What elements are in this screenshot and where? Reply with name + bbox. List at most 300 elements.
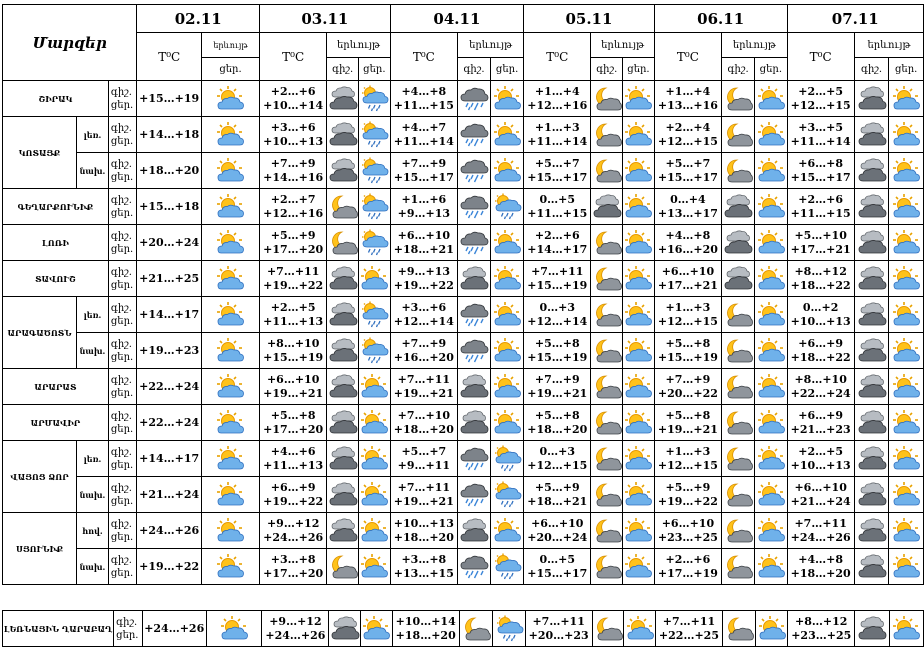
night-temp: +6…+10 bbox=[794, 480, 847, 494]
regions-title: Մարզեր bbox=[3, 5, 137, 81]
day-temp: +17…+21 bbox=[657, 278, 718, 292]
day-temp: +19…+21 bbox=[263, 386, 324, 400]
day-temp: +11…+15 bbox=[393, 98, 454, 112]
dark-cloud-icon bbox=[457, 513, 490, 549]
night-temp: +9…+13 bbox=[397, 264, 451, 278]
night-temp: +5…+8 bbox=[270, 408, 316, 422]
phenomenon-header: երևույթ bbox=[327, 33, 390, 58]
sun-cloud-icon bbox=[359, 261, 391, 297]
dark-cloud-icon bbox=[327, 441, 359, 477]
temp-unit-header: T⁰C bbox=[390, 33, 457, 81]
region-name: ԱՐԱԳԱԾՈՏՆ bbox=[3, 297, 77, 369]
sun-rain-icon bbox=[491, 189, 524, 225]
night-header: գիշ. bbox=[327, 58, 359, 81]
region-name: ՍՅՈՒՆԻՔ bbox=[3, 513, 77, 585]
temp-range bbox=[525, 611, 592, 647]
temp-range bbox=[137, 153, 202, 189]
night-temp: +8…+10 bbox=[794, 372, 847, 386]
temp-range bbox=[787, 117, 854, 153]
day-label: ցեր. bbox=[110, 351, 134, 363]
day-temp: +17…+20 bbox=[263, 422, 324, 436]
sun-cloud-icon bbox=[889, 477, 924, 513]
temp-range bbox=[787, 153, 854, 189]
day-temp: +18…+21 bbox=[527, 494, 588, 508]
day-temp: +22…+25 bbox=[658, 628, 719, 642]
region-name: ՏԱՎՈՒՇ bbox=[3, 261, 109, 297]
sun-cloud-icon bbox=[623, 81, 655, 117]
day-temp: +20…+23 bbox=[528, 628, 589, 642]
day-header: ցեր. bbox=[201, 58, 259, 81]
night-header: գիշ. bbox=[457, 58, 490, 81]
sun-cloud-icon bbox=[623, 117, 655, 153]
region-name: ՎԱՅՈՑ ՁՈՐ bbox=[3, 441, 77, 513]
day-temp: +12…+15 bbox=[657, 134, 718, 148]
sun-cloud-icon bbox=[889, 117, 924, 153]
temp-range bbox=[260, 81, 327, 117]
sun-cloud-icon bbox=[201, 369, 259, 405]
dark-cloud-icon bbox=[722, 261, 755, 297]
sun-cloud-icon bbox=[755, 549, 787, 585]
day-label: ցեր. bbox=[110, 99, 134, 111]
night-label: գիշ. bbox=[110, 518, 132, 530]
region-row bbox=[3, 369, 924, 405]
night-temp: +1…+6 bbox=[401, 192, 447, 206]
night-label: գիշ. bbox=[110, 158, 132, 170]
region-row bbox=[3, 477, 924, 513]
night-temp: +4…+6 bbox=[270, 444, 316, 458]
temp-unit-header: T⁰C bbox=[787, 33, 854, 81]
night-label: գիշ. bbox=[110, 122, 132, 134]
moon-cloud-icon bbox=[327, 189, 359, 225]
night-temp: +7…+11 bbox=[397, 372, 451, 386]
night-temp: +2…+5 bbox=[798, 84, 844, 98]
temp-range bbox=[137, 225, 202, 261]
night-temp: +5…+8 bbox=[665, 408, 711, 422]
rain-cloud-icon bbox=[457, 81, 490, 117]
temp-range bbox=[142, 611, 206, 647]
day-temp: +15…+17 bbox=[790, 170, 851, 184]
day-temp: +11…+15 bbox=[527, 206, 588, 220]
sun-cloud-icon bbox=[755, 117, 787, 153]
night-temp: 0…+4 bbox=[670, 192, 706, 206]
night-day-labels bbox=[108, 81, 137, 117]
moon-cloud-icon bbox=[591, 369, 623, 405]
sun-rain-icon bbox=[359, 225, 391, 261]
day-label: ցեր. bbox=[110, 423, 134, 435]
temp-range bbox=[390, 405, 457, 441]
day-label: ցեր. bbox=[110, 459, 134, 471]
region-row bbox=[3, 405, 924, 441]
night-temp: +6…+10 bbox=[661, 516, 715, 530]
day-temp: +19…+21 bbox=[393, 386, 454, 400]
sun-rain-icon bbox=[359, 297, 391, 333]
rain-cloud-icon bbox=[457, 477, 490, 513]
day-temp: +17…+21 bbox=[790, 242, 851, 256]
temp-range bbox=[654, 117, 721, 153]
sun-cloud-icon bbox=[359, 441, 391, 477]
day-temp: +19…+22 bbox=[263, 494, 324, 508]
day-temp: +20…+24 bbox=[139, 235, 200, 249]
dark-cloud-icon bbox=[327, 369, 359, 405]
night-temp: +5…+7 bbox=[665, 156, 711, 170]
night-temp: +3…+6 bbox=[270, 120, 316, 134]
night-temp: +7…+11 bbox=[662, 614, 716, 628]
day-header: ցեր. bbox=[755, 58, 787, 81]
night-temp: 0…+5 bbox=[539, 552, 576, 566]
night-day-labels bbox=[108, 297, 137, 333]
temp-range bbox=[137, 81, 202, 117]
day-temp: +17…+20 bbox=[263, 242, 324, 256]
temp-range bbox=[260, 441, 327, 477]
dark-cloud-icon bbox=[457, 405, 490, 441]
temp-range bbox=[787, 297, 854, 333]
region-row bbox=[3, 189, 924, 225]
sun-cloud-icon bbox=[201, 225, 259, 261]
day-temp: +21…+24 bbox=[139, 487, 200, 501]
night-temp: +5…+9 bbox=[665, 480, 711, 494]
day-label: ցեր. bbox=[110, 531, 134, 543]
day-temp: +11…+14 bbox=[527, 134, 588, 148]
day-temp: +18…+20 bbox=[395, 628, 456, 642]
temp-range bbox=[260, 513, 327, 549]
night-temp: +5…+10 bbox=[794, 228, 847, 242]
date-header: 04.11 bbox=[390, 5, 523, 33]
night-temp: +2…+4 bbox=[665, 120, 711, 134]
temp-range bbox=[654, 333, 721, 369]
sun-cloud-icon bbox=[201, 261, 259, 297]
night-temp: +10…+14 bbox=[395, 614, 456, 628]
day-temp: +22…+24 bbox=[790, 386, 851, 400]
region-row bbox=[3, 333, 924, 369]
night-temp: +4…+8 bbox=[401, 84, 447, 98]
day-temp: +12…+15 bbox=[527, 458, 588, 472]
day-temp: +12…+14 bbox=[393, 314, 454, 328]
day-temp: +15…+17 bbox=[657, 170, 718, 184]
day-label: ցեր. bbox=[110, 567, 134, 579]
night-temp: +2…+6 bbox=[534, 228, 580, 242]
rain-cloud-icon bbox=[457, 441, 490, 477]
moon-cloud-icon bbox=[591, 405, 623, 441]
region-name: ԱՐՄԱՎԻՐ bbox=[3, 405, 109, 441]
day-temp: +24…+26 bbox=[790, 530, 851, 544]
temp-range bbox=[262, 611, 329, 647]
temp-range bbox=[787, 405, 854, 441]
day-temp: +9…+11 bbox=[397, 458, 451, 472]
region-name: ԿՈՏԱՅՔ bbox=[3, 117, 77, 189]
temp-range bbox=[260, 297, 327, 333]
moon-cloud-icon bbox=[722, 333, 755, 369]
sun-rain-icon bbox=[359, 117, 391, 153]
day-label: ցեր. bbox=[110, 315, 134, 327]
sun-cloud-icon bbox=[623, 153, 655, 189]
night-temp: +8…+12 bbox=[795, 614, 848, 628]
day-label: ցեր. bbox=[110, 279, 134, 291]
region-name: ԼՈՌԻ bbox=[3, 225, 109, 261]
day-temp: +12…+16 bbox=[527, 98, 588, 112]
day-temp: +11…+15 bbox=[790, 206, 851, 220]
night-temp: +4…+7 bbox=[401, 120, 447, 134]
zone-label: նախ. bbox=[77, 477, 109, 513]
day-temp: +18…+20 bbox=[527, 422, 588, 436]
sun-cloud-icon bbox=[491, 369, 524, 405]
night-temp: +5…+7 bbox=[534, 156, 580, 170]
night-temp: +2…+6 bbox=[798, 192, 844, 206]
night-temp: +6…+8 bbox=[798, 156, 844, 170]
day-label: ցեր. bbox=[116, 629, 139, 641]
sun-cloud-icon bbox=[359, 369, 391, 405]
day-temp: +19…+21 bbox=[527, 386, 588, 400]
day-temp: +13…+15 bbox=[393, 566, 454, 580]
dark-cloud-icon bbox=[854, 549, 888, 585]
temp-range bbox=[524, 117, 591, 153]
dark-cloud-icon bbox=[591, 189, 623, 225]
night-label: գիշ. bbox=[110, 374, 132, 386]
moon-cloud-icon bbox=[722, 549, 755, 585]
temp-range bbox=[392, 611, 459, 647]
day-temp: +15…+19 bbox=[657, 350, 718, 364]
dark-cloud-icon bbox=[327, 81, 359, 117]
day-temp: +13…+16 bbox=[657, 98, 718, 112]
region-row bbox=[3, 261, 924, 297]
sun-cloud-icon bbox=[623, 297, 655, 333]
night-day-labels bbox=[108, 261, 137, 297]
sun-cloud-icon bbox=[359, 477, 391, 513]
temp-range bbox=[654, 225, 721, 261]
rain-cloud-icon bbox=[457, 189, 490, 225]
temp-range bbox=[787, 477, 854, 513]
day-temp: +13…+17 bbox=[657, 206, 718, 220]
region-row bbox=[3, 611, 924, 647]
forecast-table bbox=[2, 4, 924, 585]
temp-range bbox=[390, 297, 457, 333]
temp-range bbox=[787, 81, 854, 117]
night-header: գիշ. bbox=[854, 58, 888, 81]
moon-cloud-icon bbox=[722, 611, 755, 647]
night-temp: +7…+11 bbox=[794, 516, 847, 530]
day-temp: +12…+16 bbox=[263, 206, 324, 220]
sun-cloud-icon bbox=[623, 261, 655, 297]
night-temp: +2…+5 bbox=[798, 444, 844, 458]
temp-range bbox=[655, 611, 722, 647]
temp-range bbox=[137, 405, 202, 441]
region-row bbox=[3, 549, 924, 585]
night-label: գիշ. bbox=[116, 616, 138, 628]
temp-range bbox=[787, 549, 854, 585]
night-day-labels bbox=[108, 225, 137, 261]
temp-range bbox=[390, 333, 457, 369]
temp-range bbox=[137, 477, 202, 513]
day-temp: +19…+22 bbox=[263, 278, 324, 292]
temp-range bbox=[524, 477, 591, 513]
night-temp: +5…+8 bbox=[534, 408, 580, 422]
phenomenon-header: երևույթ bbox=[457, 33, 523, 58]
temp-range bbox=[260, 117, 327, 153]
dark-cloud-icon bbox=[854, 225, 888, 261]
day-temp: +14…+18 bbox=[139, 127, 200, 141]
temp-range bbox=[654, 549, 721, 585]
moon-cloud-icon bbox=[722, 441, 755, 477]
temp-range bbox=[787, 441, 854, 477]
sun-cloud-icon bbox=[201, 549, 259, 585]
sun-cloud-icon bbox=[755, 225, 787, 261]
sun-cloud-icon bbox=[623, 513, 655, 549]
day-temp: +22…+24 bbox=[139, 379, 200, 393]
forecast-table-extra bbox=[2, 610, 924, 647]
day-temp: +15…+19 bbox=[527, 278, 588, 292]
night-day-labels bbox=[114, 611, 142, 647]
night-temp: +6…+10 bbox=[531, 516, 584, 530]
day-temp: +15…+19 bbox=[263, 350, 324, 364]
sun-cloud-icon bbox=[206, 611, 262, 647]
night-temp: +1…+3 bbox=[534, 120, 580, 134]
sun-cloud-icon bbox=[624, 611, 656, 647]
temp-range bbox=[788, 611, 855, 647]
night-temp: +6…+9 bbox=[270, 480, 316, 494]
temp-range bbox=[524, 189, 591, 225]
day-temp: +19…+22 bbox=[657, 494, 718, 508]
rain-cloud-icon bbox=[457, 153, 490, 189]
moon-cloud-icon bbox=[591, 117, 623, 153]
sun-cloud-icon bbox=[889, 549, 924, 585]
dark-cloud-icon bbox=[854, 405, 888, 441]
day-temp: +11…+13 bbox=[263, 458, 324, 472]
night-temp: +4…+8 bbox=[665, 228, 711, 242]
day-temp: +23…+25 bbox=[791, 628, 852, 642]
day-temp: +16…+20 bbox=[657, 242, 718, 256]
dark-cloud-icon bbox=[854, 117, 888, 153]
sun-cloud-icon bbox=[201, 81, 259, 117]
phenomenon-header: երևույթ bbox=[201, 33, 259, 58]
dark-cloud-icon bbox=[854, 189, 888, 225]
moon-cloud-icon bbox=[327, 549, 359, 585]
moon-cloud-icon bbox=[591, 297, 623, 333]
day-temp: +20…+22 bbox=[657, 386, 718, 400]
day-temp: +9…+13 bbox=[397, 206, 451, 220]
night-temp: +1…+3 bbox=[665, 300, 711, 314]
sun-cloud-icon bbox=[889, 441, 924, 477]
temp-unit-header: T⁰C bbox=[137, 33, 202, 81]
day-header: ցեր. bbox=[359, 58, 391, 81]
sun-cloud-icon bbox=[623, 189, 655, 225]
region-row bbox=[3, 81, 924, 117]
moon-cloud-icon bbox=[722, 297, 755, 333]
moon-cloud-icon bbox=[591, 333, 623, 369]
temp-range bbox=[390, 117, 457, 153]
dark-cloud-icon bbox=[327, 405, 359, 441]
day-temp: +15…+17 bbox=[527, 170, 588, 184]
temp-range bbox=[524, 405, 591, 441]
region-row bbox=[3, 513, 924, 549]
sun-cloud-icon bbox=[755, 153, 787, 189]
sun-rain-icon bbox=[491, 477, 524, 513]
night-temp: +3…+6 bbox=[401, 300, 447, 314]
sun-cloud-icon bbox=[491, 261, 524, 297]
dark-cloud-icon bbox=[854, 81, 888, 117]
temp-range bbox=[654, 81, 721, 117]
sun-cloud-icon bbox=[755, 297, 787, 333]
day-temp: +18…+20 bbox=[790, 566, 851, 580]
night-temp: +7…+9 bbox=[401, 156, 447, 170]
day-temp: +12…+15 bbox=[657, 458, 718, 472]
day-label: ցեր. bbox=[110, 207, 134, 219]
night-temp: +5…+9 bbox=[534, 480, 580, 494]
moon-cloud-icon bbox=[591, 549, 623, 585]
temp-unit-header: T⁰C bbox=[524, 33, 591, 81]
night-temp: 0…+3 bbox=[539, 300, 576, 314]
day-temp: +18…+22 bbox=[790, 350, 851, 364]
night-label: գիշ. bbox=[110, 230, 132, 242]
sun-cloud-icon bbox=[623, 369, 655, 405]
day-temp: +23…+25 bbox=[657, 530, 718, 544]
day-header: ցեր. bbox=[889, 58, 924, 81]
night-temp: +1…+4 bbox=[665, 84, 711, 98]
day-temp: +18…+22 bbox=[790, 278, 851, 292]
region-row bbox=[3, 153, 924, 189]
date-header: 03.11 bbox=[260, 5, 391, 33]
sun-cloud-icon bbox=[491, 333, 524, 369]
sun-cloud-icon bbox=[889, 81, 924, 117]
day-temp: +16…+20 bbox=[393, 350, 454, 364]
moon-cloud-icon bbox=[591, 81, 623, 117]
sun-rain-icon bbox=[359, 189, 391, 225]
temp-range bbox=[390, 189, 457, 225]
night-day-labels bbox=[108, 477, 137, 513]
temp-range bbox=[390, 81, 457, 117]
phenomenon-header: երևույթ bbox=[722, 33, 787, 58]
zone-label: լեռ. bbox=[77, 297, 109, 333]
zone-label: նախ. bbox=[77, 153, 109, 189]
moon-cloud-icon bbox=[722, 81, 755, 117]
date-header: 02.11 bbox=[137, 5, 260, 33]
rain-cloud-icon bbox=[457, 225, 490, 261]
temp-range bbox=[390, 369, 457, 405]
day-temp: +12…+14 bbox=[527, 314, 588, 328]
sun-cloud-icon bbox=[201, 441, 259, 477]
temp-range bbox=[260, 261, 327, 297]
region-name: ԳԵՂԱՐՔՈՒՆԻՔ bbox=[3, 189, 109, 225]
night-day-labels bbox=[108, 513, 137, 549]
sun-cloud-icon bbox=[889, 153, 924, 189]
night-temp: +6…+10 bbox=[266, 372, 320, 386]
date-header-row bbox=[3, 5, 924, 33]
sun-cloud-icon bbox=[201, 153, 259, 189]
temp-range bbox=[787, 225, 854, 261]
sun-cloud-icon bbox=[201, 513, 259, 549]
day-temp: +24…+26 bbox=[265, 628, 326, 642]
night-label: գիշ. bbox=[110, 194, 132, 206]
day-temp: +19…+22 bbox=[139, 559, 200, 573]
temp-range bbox=[524, 297, 591, 333]
night-label: գիշ. bbox=[110, 446, 132, 458]
temp-range bbox=[260, 405, 327, 441]
day-label: ցեր. bbox=[110, 135, 134, 147]
dark-cloud-icon bbox=[327, 513, 359, 549]
sun-cloud-icon bbox=[623, 477, 655, 513]
dark-cloud-icon bbox=[854, 477, 888, 513]
sun-cloud-icon bbox=[201, 297, 259, 333]
temp-range bbox=[137, 333, 202, 369]
moon-cloud-icon bbox=[591, 477, 623, 513]
sun-cloud-icon bbox=[361, 611, 393, 647]
night-day-labels bbox=[108, 369, 137, 405]
temp-range bbox=[524, 549, 591, 585]
night-temp: +3…+8 bbox=[270, 552, 316, 566]
dark-cloud-icon bbox=[457, 261, 490, 297]
temp-range bbox=[390, 441, 457, 477]
sun-cloud-icon bbox=[201, 405, 259, 441]
temp-range bbox=[137, 369, 202, 405]
day-temp: +19…+22 bbox=[393, 278, 454, 292]
